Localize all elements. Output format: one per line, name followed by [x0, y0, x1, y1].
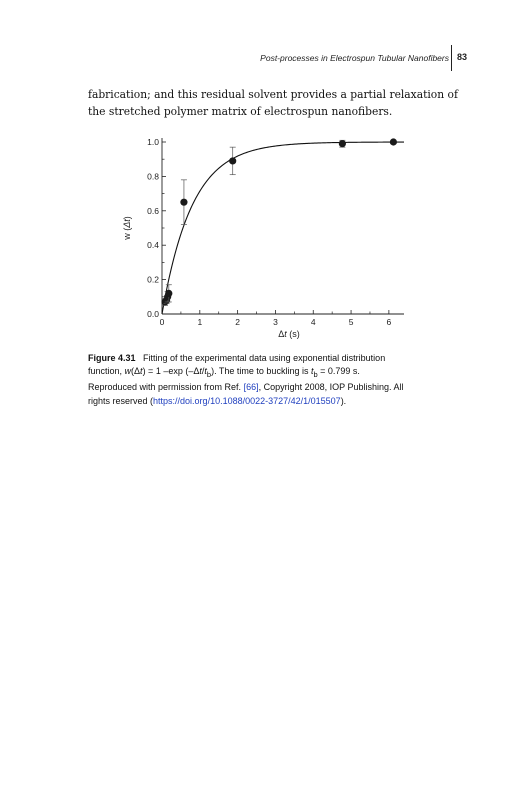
- x-tick-label: 6: [386, 317, 392, 327]
- reference-link[interactable]: [66]: [243, 382, 259, 393]
- running-title: Post-processes in Electrospun Tubular Nanofibers: [260, 53, 449, 63]
- header-divider: [451, 45, 452, 71]
- fit-chart: [110, 128, 410, 343]
- caption-label: Figure 4.31: [88, 353, 136, 363]
- y-tick-label: 1.0: [147, 137, 159, 147]
- x-tick-label: 3: [273, 317, 278, 327]
- y-tick-label: 0.8: [147, 171, 159, 182]
- body-paragraph: [88, 86, 458, 120]
- doi-link[interactable]: https://doi.org/10.1088/0022-3727/42/1/015507: [153, 395, 341, 406]
- x-tick-label: 5: [348, 317, 354, 327]
- data-point: [229, 157, 236, 164]
- ticks: [147, 137, 391, 327]
- data-point: [180, 199, 187, 206]
- body-line-1: fabrication; and this residual solvent provides a partial relaxation of: [88, 88, 458, 101]
- body-line-2: the stretched polymer matrix of electrospun nanofibers.: [88, 105, 393, 118]
- caption-line-4: rights reserved (https://doi.org/10.1088/0022-3727/42/1/015507).: [88, 395, 347, 406]
- y-tick-label: 0.6: [147, 205, 159, 216]
- x-tick-label: 2: [235, 317, 240, 327]
- x-tick-label: 4: [310, 317, 316, 327]
- axes: [162, 138, 404, 314]
- caption-line-3: Reproduced with permission from Ref. [66], Copyright 2008, IOP Publishing. All: [88, 382, 404, 393]
- page-number: 83: [457, 52, 468, 62]
- data-point: [390, 138, 397, 145]
- y-tick-label: 0.4: [147, 240, 159, 251]
- caption-line-2: function, w(Δt) = 1 –exp $(-\Delta t/t_b)$. The time to buckling is $t_b = 0.799$ s.: [88, 366, 360, 380]
- data-point: [165, 290, 172, 297]
- x-tick-label: 1: [197, 317, 203, 327]
- x-tick-label: 0: [159, 317, 165, 327]
- fit-curve: [162, 142, 404, 314]
- x-axis-label: Δt (s): [278, 329, 300, 339]
- caption-line-1: Figure 4.31 Fitting of the experimental data using exponential distribution: [88, 353, 386, 363]
- y-tick-label: 0.0: [147, 309, 159, 319]
- y-axis-label: w (Δt): [122, 216, 132, 240]
- y-tick-label: 0.2: [147, 274, 159, 285]
- figure-caption: [88, 352, 446, 408]
- data-points: [161, 138, 397, 305]
- data-point: [339, 140, 346, 147]
- figure-4-31: [110, 128, 410, 343]
